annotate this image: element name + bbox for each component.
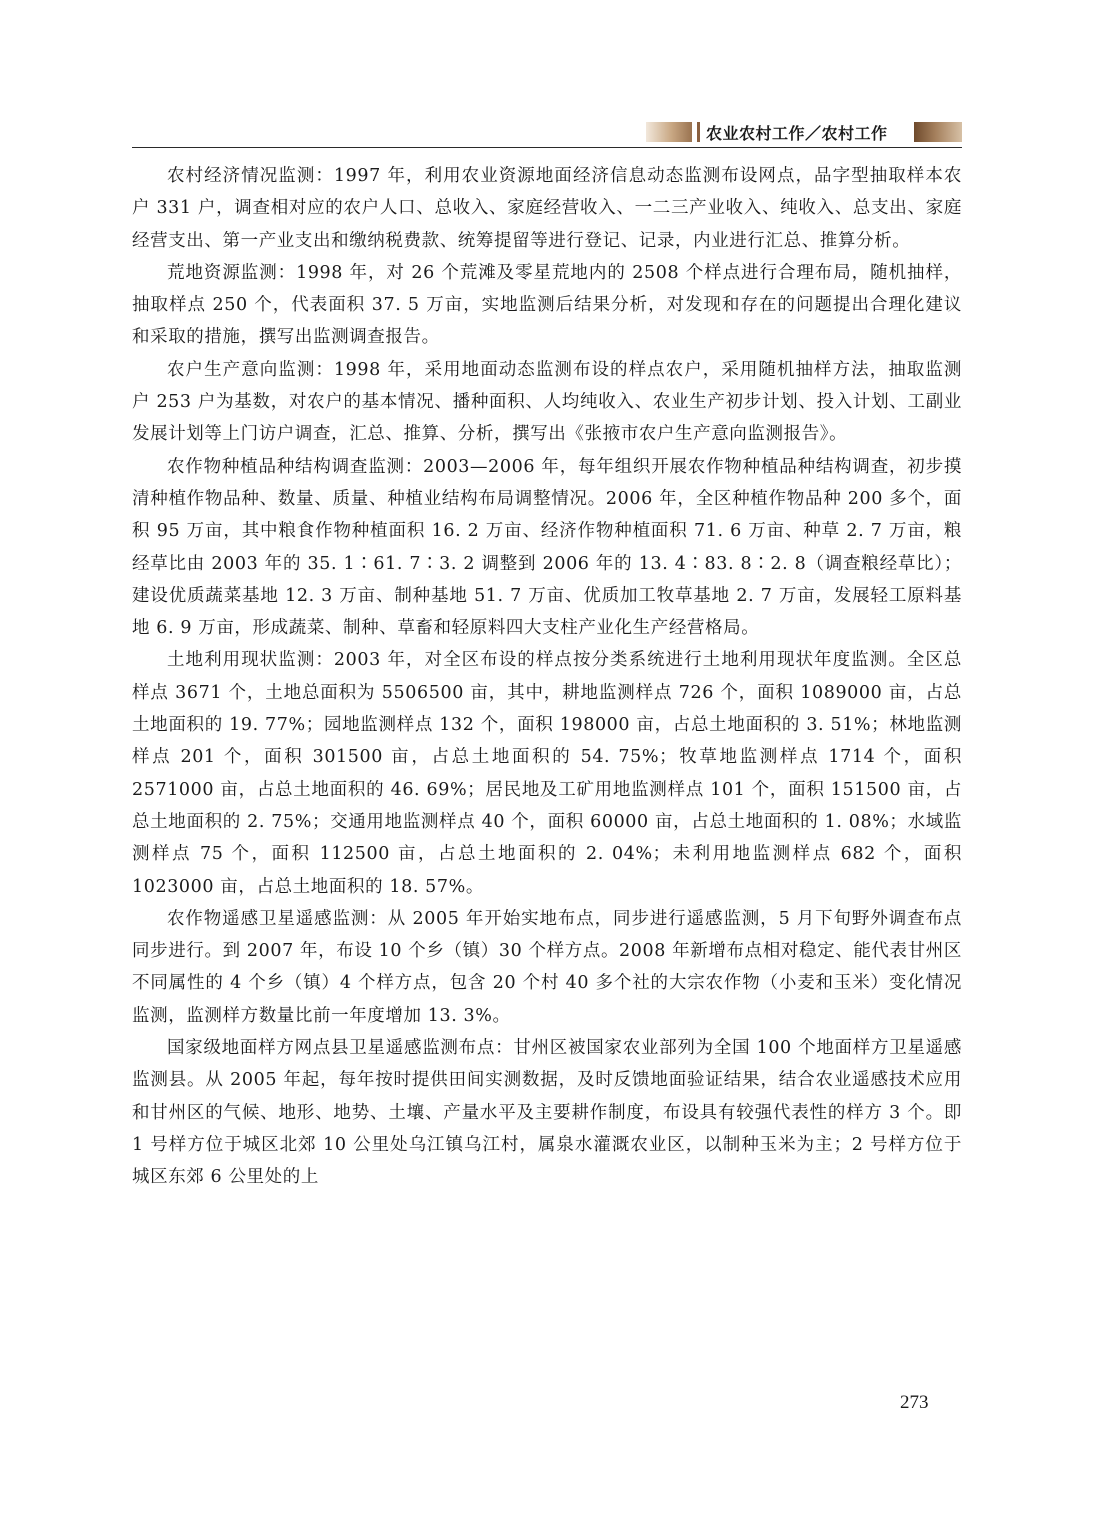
header-ornament-left — [646, 122, 692, 142]
paragraph-sample-plots: 国家级地面样方网点县卫星遥感监测布点：甘州区被国家农业部列为全国 100 个地面样方卫星遥感监测县。从 2005 年起，每年按时提供田间实测数据，及时反馈地面验证结果，结合农业遥感技术应用和甘州区的气候、地形、地势、土壤、产量水平及主要耕作制度，布设具有较强代表性的样方 3 个。即 1 号样方位于城区北郊 10 公里处乌江镇乌江村，属泉水灌溉农业区，以制种玉米为主；2 号样方位于城区东郊 6 公里处的上 — [132, 1038, 962, 1188]
paragraph-rural-economy: 农村经济情况监测：1997 年，利用农业资源地面经济信息动态监测布设网点，品字型抽取样本农户 331 户，调查相对应的农户人口、总收入、家庭经营收入、一二三产业收入、纯收入、总支出、家庭经营支出、第一产业支出和缴纳税费款、统筹提留等进行登记、记录，内业进行汇总、推算分析。 — [132, 166, 962, 251]
body-text — [132, 160, 962, 1194]
paragraph-land-use: 土地利用现状监测：2003 年，对全区布设的样点按分类系统进行土地利用现状年度监测。全区总样点 3671 个，土地总面积为 5506500 亩，其中，耕地监测样点 726 个，面积 1089000 亩，占总土地面积的 19. 77%；园地监测样点 132 个，面积 198000 亩，占总土地面积的 3. 51%；林地监测样点 201 个，面积 301500 亩，占总土地面积的 54. 75%；牧草地监测样点 1714 个，面积 2571000 亩，占总土地面积的 46. 69%；居民地及工矿用地监测样点 101 个，面积 151500 亩，占总土地面积的 2. 75%；交通用地监测样点 40 个，面积 60000 亩，占总土地面积的 1. 08%；水域监测样点 75 个，面积 112500 亩，占总土地面积的 2. 04%；未利用地监测样点 682 个，面积 1023000 亩，占总土地面积的 18. 57%。 — [132, 650, 962, 897]
header-ornament-right — [914, 122, 962, 142]
header-separator — [697, 122, 700, 142]
paragraph-crop-structure: 农作物种植品种结构调查监测：2003—2006 年，每年组织开展农作物种植品种结构调查，初步摸清种植作物品种、数量、质量、种植业结构布局调整情况。2006 年，全区种植作物品种 200 多个，面积 95 万亩，其中粮食作物种植面积 16. 2 万亩、经济作物种植面积 71. 6 万亩、种草 2. 7 万亩，粮经草比由 2003 年的 35. 1∶61. 7∶3. 2 调整到 2006 年的 13. 4∶83. 8∶2. 8（调查粮经草比）；建设优质蔬菜基地 12. 3 万亩、制种基地 51. 7 万亩、优质加工牧草基地 2. 7 万亩，发展轻工原料基地 6. 9 万亩，形成蔬菜、制种、草畜和轻原料四大支柱产业化生产经营格局。 — [132, 456, 962, 639]
paragraph-wasteland: 荒地资源监测：1998 年，对 26 个荒滩及零星荒地内的 2508 个样点进行合理布局，随机抽样，抽取样点 250 个，代表面积 37. 5 万亩，实地监测后结果分析，对发现和存在的问题提出合理化建议和采取的措施，撰写出监测调查报告。 — [132, 262, 962, 348]
header-title: 农业农村工作／农村工作 — [706, 124, 888, 143]
page-number: 273 — [900, 1392, 929, 1413]
running-header — [132, 118, 962, 148]
paragraph-remote-sensing: 农作物遥感卫星遥感监测：从 2005 年开始实地布点，同步进行遥感监测，5 月下旬野外调查布点同步进行。到 2007 年，布设 10 个乡（镇）30 个样方点。2008 年新增布点相对稳定、能代表甘州区不同属性的 4 个乡（镇）4 个样方点，包含 20 个村 40 多个社的大宗农作物（小麦和玉米）变化情况监测，监测样方数量比前一年度增加 13. 3%。 — [132, 908, 962, 1026]
paragraph-farmer-intent: 农户生产意向监测：1998 年，采用地面动态监测布设的样点农户，采用随机抽样方法，抽取监测户 253 户为基数，对农户的基本情况、播种面积、人均纯收入、农业生产初步计划、投入计划、工副业发展计划等上门访户调查，汇总、推算、分析，撰写出《张掖市农户生产意向监测报告》。 — [132, 359, 962, 445]
header-rule — [132, 147, 962, 149]
